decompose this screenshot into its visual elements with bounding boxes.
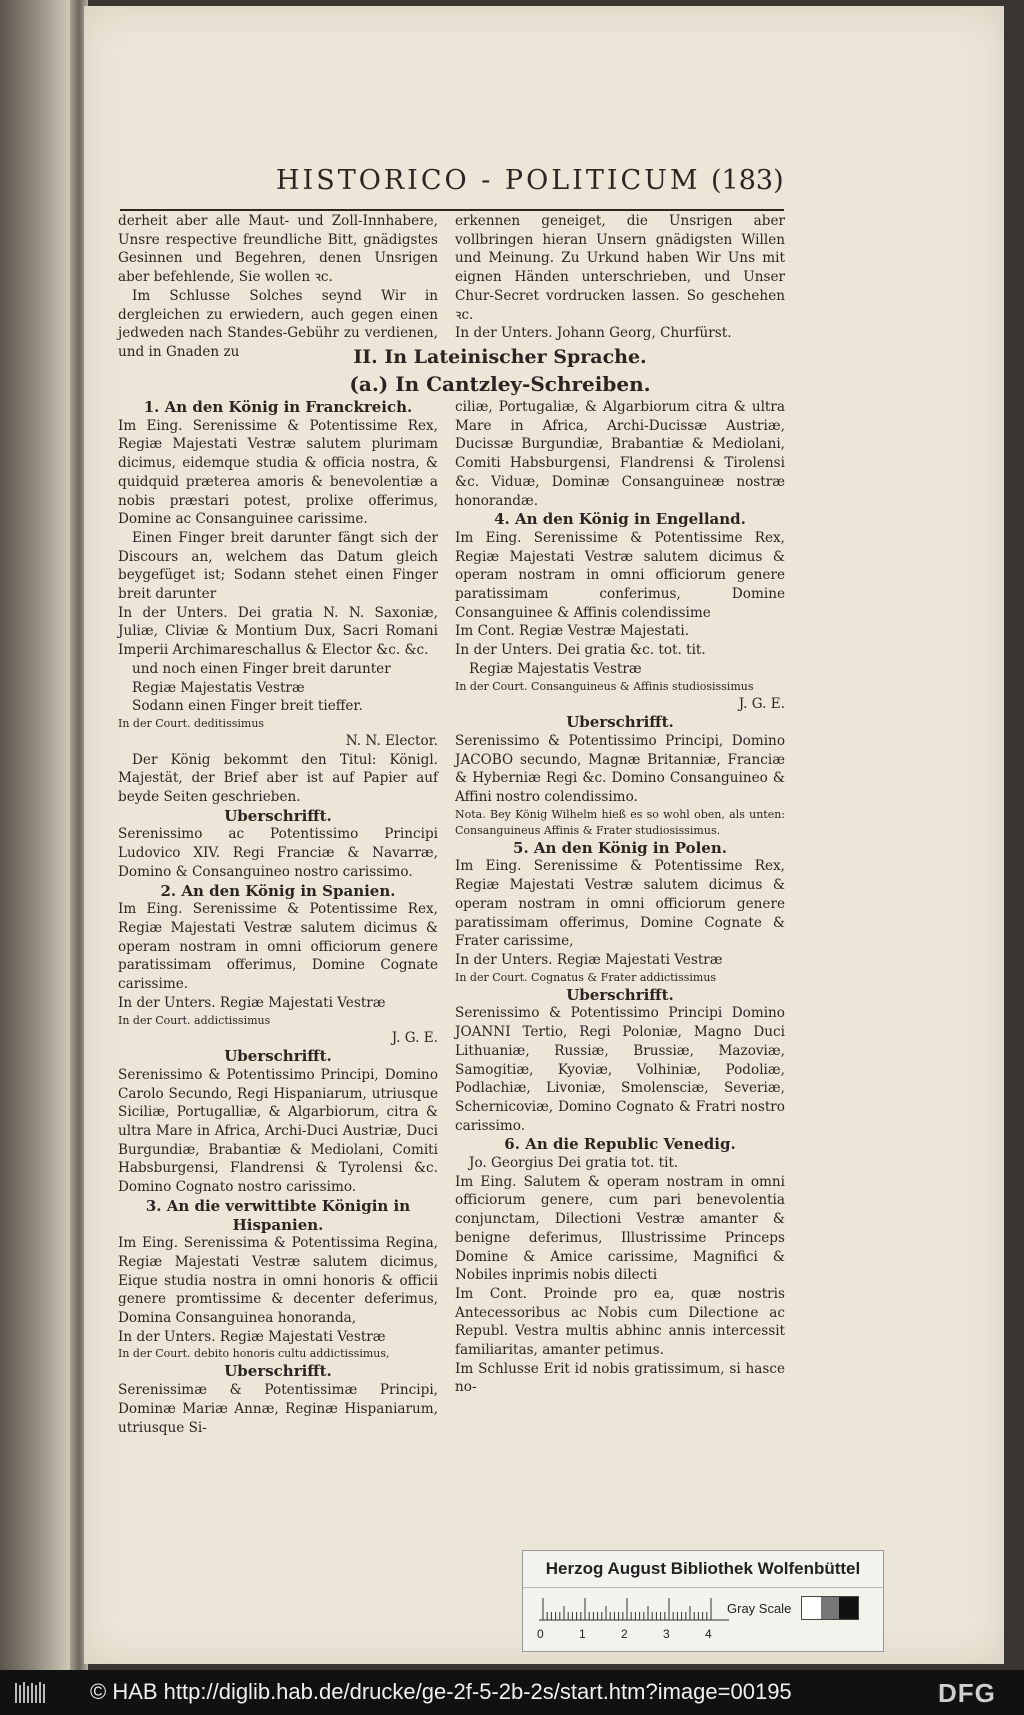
hab-logo-icon	[14, 1681, 48, 1705]
letter-heading: 5. An den König in Polen.	[513, 838, 727, 857]
right-column-top	[455, 212, 785, 343]
paragraph: Nota. Bey König Wilhelm hieß es so wohl oben, als unten: Consanguineus Affinis & Frater studiosissimus.	[455, 807, 785, 837]
swatch-white	[802, 1597, 821, 1619]
paragraph: Im Cont. Proinde pro ea, quæ nostris Antecessoribus ac Nobis cum Dilectione ac Republ. Vestra multis abhinc annis intercessit familiaritas, amanter petimus.	[455, 1285, 785, 1359]
paragraph: Einen Finger breit darunter fängt sich der Discours an, welchem das Datum gleich beygefüget ist; Sodann stehet einen Finger breit darunter	[118, 529, 438, 603]
subsection-heading: (a.) In Cantzley-Schreiben.	[349, 372, 651, 396]
paragraph: Serenissimo & Potentissimo Principi, Domino Carolo Secundo, Regi Hispaniarum, utriusque Siciliæ, Portugalliæ, & Algarbiorum, citra & ultra Mare in Africa, Archi-Duci Austriæ, Duci Burgundiæ, Brabantiæ & Mediolani, Comiti Habsburgensi, Flandrensi & Tyrolensi &c. Domino Cognato nostro carissimo.	[118, 1066, 438, 1196]
paragraph: In der Court. debito honoris cultu addictissimus,	[118, 1347, 390, 1361]
letter-heading: Uberschrifft.	[224, 1362, 332, 1381]
letter-heading: Uberschrifft.	[224, 1047, 332, 1066]
paragraph: Im Eing. Serenissime & Potentissime Rex, Regiæ Majestati Vestræ salutem dicimus & operam nostram in omni officiorum genere paratissimam offerimus, Domine Cognate carissime.	[118, 901, 438, 993]
paragraph: In der Court. addictissimus	[118, 1013, 271, 1027]
swatch-black	[839, 1597, 858, 1619]
letter-heading: 4. An den König in Engelland.	[494, 510, 746, 529]
paragraph: Im Cont. Regiæ Vestræ Majestati.	[455, 623, 690, 640]
ruler-number: 2	[621, 1627, 628, 1641]
running-title: HISTORICO - POLITICUM	[276, 165, 701, 196]
paragraph: J. G. E.	[391, 1029, 438, 1046]
paragraph: In der Unters. Regiæ Majestati Vestræ	[118, 1328, 386, 1345]
paragraph: Im Eing. Serenissime & Potentissime Rex, Regiæ Majestati Vestræ salutem plurimam dicimus, eidemque studia & officia nostra, & quidquid præterea amoris & benevolentiæ a nobis præstari potest, prolixe offerimus, Domine ac Consanguinee carissime.	[118, 417, 438, 528]
paragraph: Regiæ Majestatis Vestræ	[469, 660, 642, 677]
facing-page-edge	[0, 0, 78, 1670]
ruler-number: 1	[579, 1627, 586, 1641]
gray-scale-label: Gray Scale	[727, 1601, 792, 1616]
ruler-number: 3	[663, 1627, 670, 1641]
paragraph: N. N. Elector.	[345, 732, 438, 749]
footer-bar	[0, 1670, 1024, 1715]
paragraph: Der König bekommt den Titul: Königl. Majestät, der Brief aber ist auf Papier auf beyde Seiten geschrieben.	[118, 751, 438, 806]
letter-heading: 3. An die verwittibte Königin in Hispanien.	[145, 1196, 411, 1234]
paragraph: Serenissimo & Potentissimo Principi, Domino JACOBO secundo, Magnæ Britanniæ, Franciæ & Hyberniæ Regi &c. Domino Consanguineo & Affini nostro colendissimo.	[455, 732, 785, 806]
letter-heading: Uberschrifft.	[566, 985, 674, 1004]
copyright-link[interactable]: © HAB http://diglib.hab.de/drucke/ge-2f-5-2b-2s/start.htm?image=00195	[90, 1679, 792, 1704]
gray-scale-swatches	[801, 1596, 859, 1620]
signature-line: In der Unters. Johann Georg, Churfürst.	[455, 325, 732, 342]
paragraph: Im Eing. Salutem & operam nostram in omni officiorum genere, cum pari benevolentia conjunctam, Dilectioni Vestræ amanter & benigne deferimus, Illustrissime Princeps Domine & Amice carissime, Magnifici & Nobiles inprimis nobis dilecti	[455, 1173, 785, 1284]
paragraph: Im Eing. Serenissima & Potentissima Regina, Regiæ Majestati Vestræ salutem dicimus, Eique studia nostra in omni honoris & officii genere promtissime & decenter deferimus, Domina Consanguinea honoranda,	[118, 1235, 438, 1327]
paragraph: In der Unters. Dei gratia &c. tot. tit.	[455, 642, 706, 659]
paragraph: Serenissimo ac Potentissimo Principi Ludovico XIV. Regi Franciæ & Navarræ, Domino & Consanguineo nostro carissimo.	[118, 826, 438, 880]
card-divider	[523, 1587, 883, 1588]
paragraph: Jo. Georgius Dei gratia tot. tit.	[469, 1155, 679, 1172]
letter-heading: 6. An die Republic Venedig.	[504, 1135, 736, 1154]
swatch-gray	[821, 1597, 840, 1619]
letter-heading: Uberschrifft.	[224, 806, 332, 825]
header-rule	[120, 209, 784, 211]
paragraph: In der Court. deditissimus	[118, 716, 265, 730]
section-headings	[300, 344, 700, 398]
paragraph: Im Eing. Serenissime & Potentissime Rex, Regiæ Majestati Vestræ salutem dicimus & operam nostram in omni officiorum genere paratissimam offerimus, Domine Cognate & Frater carissime,	[455, 858, 785, 950]
paragraph: derheit aber alle Maut- und Zoll-Innhabere, Unsre respective freundliche Bitt, gnädigstes Gesinnen und Begehren, denen Unsrigen aber befehlende, Sie wollen ꝛc.	[118, 213, 438, 286]
page-number: (183)	[711, 165, 784, 196]
ruler-number: 4	[705, 1627, 712, 1641]
dfg-logo: DFG	[938, 1678, 996, 1708]
right-column	[455, 398, 785, 1397]
institution-name: Herzog August Bibliothek Wolfenbüttel	[545, 1559, 861, 1578]
section-heading: II. In Lateinischer Sprache.	[353, 346, 647, 368]
paragraph: Serenissimo & Potentissimo Principi Domino JOANNI Tertio, Regi Poloniæ, Magno Duci Lithuaniæ, Russiæ, Brussiæ, Mazoviæ, Samogitiæ, Kyoviæ, Volhiniæ, Podoliæ, Podlachiæ, Livoniæ, Smolensciæ, Severiæ, Schernicoviæ, Domino Cognato & Fratri nostro carissimo.	[455, 1005, 785, 1134]
paragraph: Im Schlusse Erit id nobis gratissimum, si hasce no-	[455, 1360, 785, 1396]
letter-heading: 1. An den König in Franckreich.	[143, 398, 413, 416]
paragraph: Sodann einen Finger breit tieffer.	[132, 698, 363, 715]
paragraph: Serenissimæ & Potentissimæ Principi, Dominæ Mariæ Annæ, Reginæ Hispaniarum, utriusque Si-	[118, 1382, 438, 1436]
ruler-scale	[539, 1593, 729, 1621]
paragraph: und noch einen Finger breit darunter	[132, 660, 391, 677]
paragraph: In der Unters. Dei gratia N. N. Saxoniæ, Juliæ, Cliviæ & Montium Dux, Sacri Romani Imperii Archimareschallus & Elector &c. &c.	[118, 604, 438, 659]
letter-heading: 2. An den König in Spanien.	[160, 881, 396, 900]
running-header	[186, 163, 786, 203]
paragraph: erkennen geneiget, die Unsrigen aber vollbringen hieran Unsern gnädigsten Willen und Meinung. Zu Urkund haben Wir Uns mit eignen Händen unterschrieben, und Unser Chur-Secret vordrucken lassen. So geschehen ꝛc.	[455, 213, 785, 323]
paragraph: ciliæ, Portugaliæ, & Algarbiorum citra & ultra Mare in Africa, Archi-Ducissæ Austriæ, Ducissæ Burgundiæ, Brabantiæ & Mediolani, Comiti Habsburgensi, Flandrensi & Tirolensi &c. Viduæ, Dominæ Consanguineæ nostræ honorandæ.	[455, 399, 785, 509]
ruler-number: 0	[537, 1627, 544, 1641]
color-reference-card	[522, 1550, 884, 1652]
paragraph: Im Eing. Serenissime & Potentissime Rex, Regiæ Majestati Vestræ salutem dicimus & operam nostram in omni officiorum genere paratissimam conferimus, Domine Consanguinee & Affinis colendissime	[455, 529, 785, 621]
paragraph: In der Unters. Regiæ Majestati Vestræ	[455, 951, 723, 968]
letter-heading: Uberschrifft.	[566, 713, 674, 732]
paragraph: In der Court. Consanguineus & Affinis studiosissimus	[455, 679, 754, 693]
paragraph: In der Court. Cognatus & Frater addictissimus	[455, 970, 717, 984]
paragraph: J. G. E.	[738, 695, 785, 712]
left-column-top	[118, 212, 438, 362]
paragraph: Im Schlusse Solches seynd Wir in dergleichen zu erwiedern, auch gegen einen jedweden nach Standes-Gebühr zu verdienen, und in Gnaden zu	[118, 287, 438, 360]
paragraph: Regiæ Majestatis Vestræ	[132, 679, 305, 696]
paragraph: In der Unters. Regiæ Majestati Vestræ	[118, 994, 386, 1011]
left-column	[118, 398, 438, 1437]
